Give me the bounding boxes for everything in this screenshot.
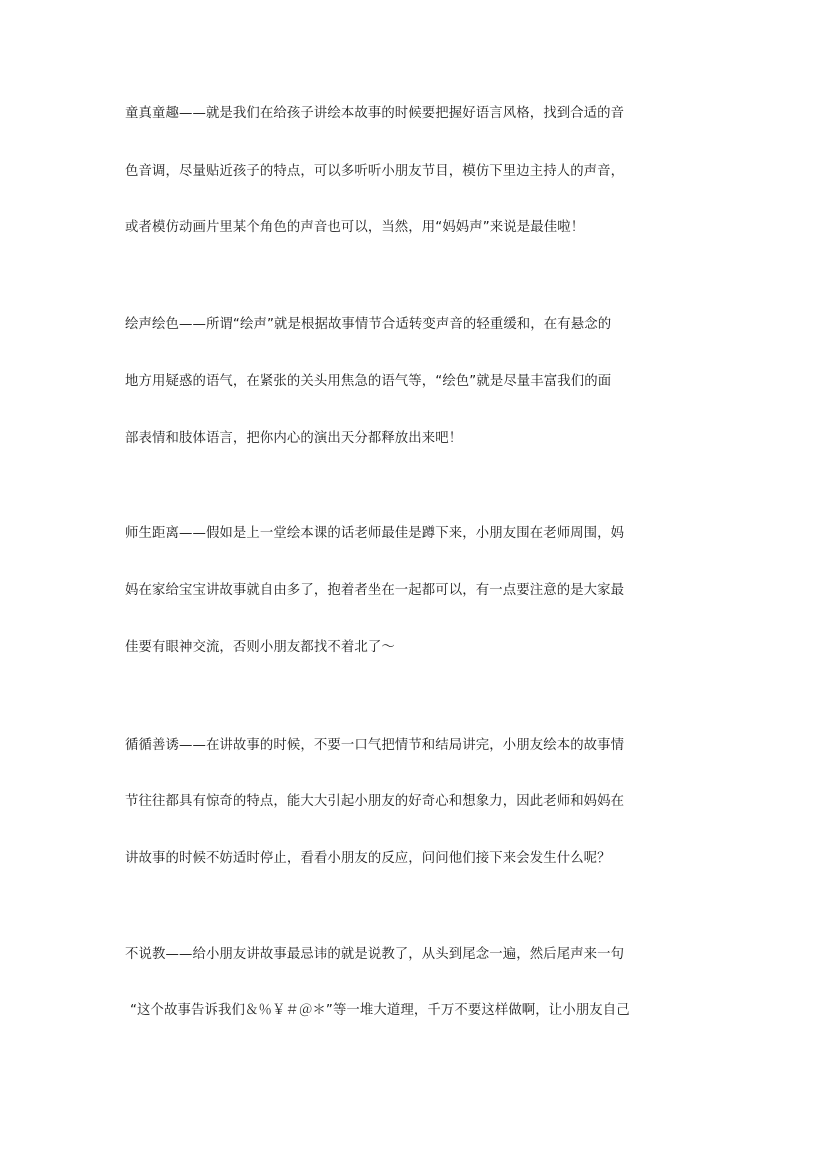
text-line: 或者模仿动画片里某个角色的声音也可以，当然，用“妈妈声”来说是最佳啦！ <box>125 220 585 235</box>
text-line: 循循善诱——在讲故事的时候，不要一口气把情节和结局讲完，小朋友绘本的故事情 <box>125 738 625 753</box>
text-line: “这个故事告诉我们＆％￥＃＠＊”等一堆大道理，千万不要这样做啊，让小朋友自己 <box>130 1003 630 1018</box>
text-line: 绘声绘色——所谓“绘声”就是根据故事情节合适转变声音的轻重缓和，在有悬念的 <box>125 317 612 332</box>
text-line: 不说教——给小朋友讲故事最忌讳的就是说教了，从头到尾念一遍，然后尾声来一句 <box>125 947 625 962</box>
text-line: 部表情和肢体语言，把你内心的演出天分都释放出来吧！ <box>125 431 463 446</box>
text-line: 师生距离——假如是上一堂绘本课的话老师最佳是蹲下来，小朋友围在老师周围，妈 <box>125 526 625 541</box>
text-line: 童真童趣——就是我们在给孩子讲绘本故事的时候要把握好语言风格，找到合适的音 <box>125 106 625 121</box>
text-line: 色音调，尽量贴近孩子的特点，可以多听听小朋友节目，模仿下里边主持人的声音， <box>125 164 625 179</box>
text-line: 地方用疑惑的语气，在紧张的关头用焦急的语气等，“绘色”就是尽量丰富我们的面 <box>125 374 612 389</box>
text-line: 佳要有眼神交流，否则小朋友都找不着北了～ <box>125 640 395 655</box>
text-line: 讲故事的时候不妨适时停止，看看小朋友的反应，问问他们接下来会发生什么呢？ <box>125 851 611 866</box>
text-line: 妈在家给宝宝讲故事就自由多了，抱着者坐在一起都可以，有一点要注意的是大家最 <box>125 583 625 598</box>
text-line: 节往往都具有惊奇的特点，能大大引起小朋友的好奇心和想象力，因此老师和妈妈在 <box>125 794 625 809</box>
